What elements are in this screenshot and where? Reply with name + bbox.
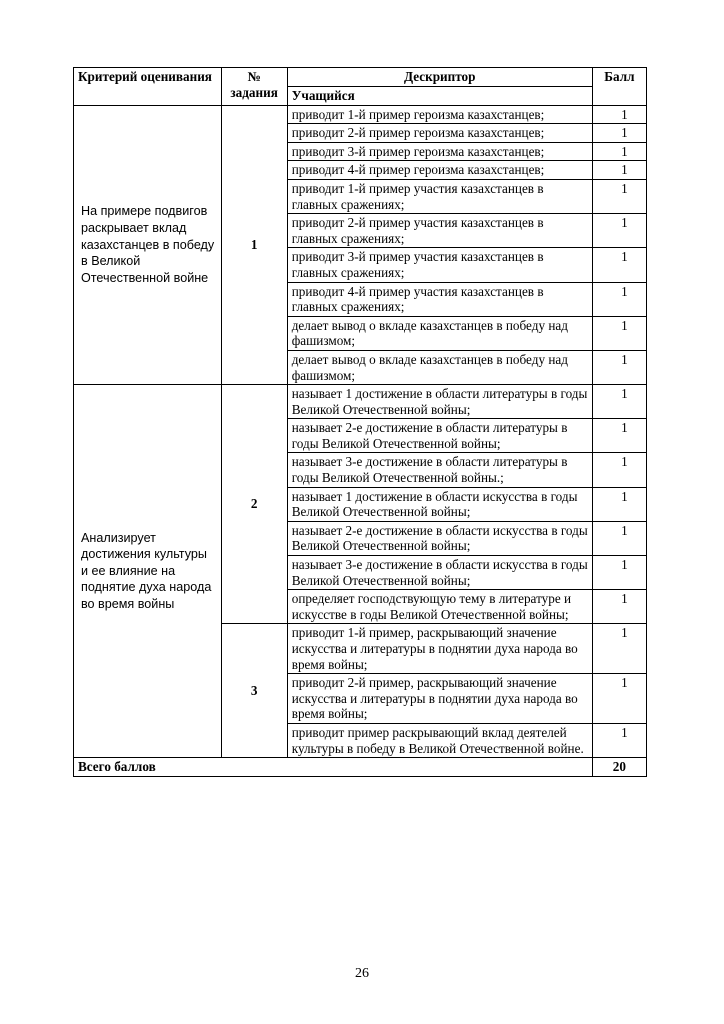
- score-cell: [592, 590, 646, 624]
- score-cell: [592, 419, 646, 453]
- score-value: 1: [621, 283, 628, 299]
- score-cell: [592, 282, 646, 316]
- score-value: 1: [621, 454, 628, 470]
- descriptor-cell: называет 3-е достижение в области искусства в годы Великой Отечественной войны;: [287, 556, 592, 590]
- score-cell: [592, 385, 646, 419]
- criterion-cell: На примере подвигов раскрывает вклад казахстанцев в победу в Великой Отечественной войне: [74, 105, 222, 385]
- descriptor-cell: приводит 2-й пример героизма казахстанцев;: [287, 124, 592, 143]
- descriptor-cell: приводит 2-й пример участия казахстанцев в главных сражениях;: [287, 214, 592, 248]
- descriptor-cell: определяет господствующую тему в литературе и искусстве в годы Великой Отечественной войны;: [287, 590, 592, 624]
- task-number-cell: 2: [221, 385, 287, 624]
- score-value: 1: [621, 143, 628, 159]
- descriptor-cell: приводит 1-й пример участия казахстанцев в главных сражениях;: [287, 179, 592, 213]
- score-cell: [592, 453, 646, 487]
- score-cell: [592, 674, 646, 724]
- descriptor-row: [74, 385, 647, 419]
- descriptor-cell: делает вывод о вкладе казахстанцев в победу над фашизмом;: [287, 316, 592, 350]
- descriptor-header: Дескриптор: [287, 68, 592, 87]
- score-value: 1: [621, 351, 628, 367]
- score-value: 1: [621, 386, 628, 402]
- descriptor-row: [74, 105, 647, 124]
- score-value: 1: [621, 106, 628, 122]
- descriptor-cell: приводит 4-й пример героизма казахстанцев;: [287, 161, 592, 180]
- table-header: [74, 68, 647, 106]
- score-value: 1: [621, 522, 628, 538]
- task-number-cell: 3: [221, 624, 287, 758]
- descriptor-cell: приводит 3-й пример героизма казахстанцев;: [287, 142, 592, 161]
- criterion-cell: Анализирует достижения культуры и ее влияние на поднятие духа народа во время войны: [74, 385, 222, 758]
- criterion-header: Критерий оценивания: [74, 68, 222, 106]
- score-value: 1: [621, 488, 628, 504]
- total-label: Всего баллов: [74, 758, 593, 777]
- score-cell: [592, 556, 646, 590]
- score-value: 1: [621, 215, 628, 231]
- descriptor-cell: приводит 2-й пример, раскрывающий значение искусства и литературы в поднятии духа народа во время войны;: [287, 674, 592, 724]
- descriptor-cell: называет 2-е достижение в области искусства в годы Великой Отечественной войны;: [287, 521, 592, 555]
- descriptor-cell: приводит 3-й пример участия казахстанцев в главных сражениях;: [287, 248, 592, 282]
- score-value: 1: [621, 724, 628, 740]
- table-body: [74, 105, 647, 758]
- score-cell: [592, 142, 646, 161]
- descriptor-cell: приводит 1-й пример героизма казахстанцев;: [287, 105, 592, 124]
- total-row: [74, 758, 647, 777]
- score-cell: [592, 487, 646, 521]
- score-value: 1: [621, 162, 628, 178]
- score-cell: [592, 723, 646, 757]
- score-value: 1: [621, 317, 628, 333]
- score-header: Балл: [592, 68, 646, 106]
- score-value: 1: [621, 591, 628, 607]
- score-cell: [592, 350, 646, 384]
- score-cell: [592, 316, 646, 350]
- total-score: 20: [592, 758, 646, 777]
- score-cell: [592, 521, 646, 555]
- descriptor-cell: делает вывод о вкладе казахстанцев в победу над фашизмом;: [287, 350, 592, 384]
- descriptor-cell: называет 2-е достижение в области литературы в годы Великой Отечественной войны;: [287, 419, 592, 453]
- score-cell: [592, 248, 646, 282]
- descriptor-cell: называет 3-е достижение в области литературы в годы Великой Отечественной войны.;: [287, 453, 592, 487]
- descriptor-cell: называет 1 достижение в области искусства в годы Великой Отечественной войны;: [287, 487, 592, 521]
- score-cell: [592, 179, 646, 213]
- score-value: 1: [621, 125, 628, 141]
- score-value: 1: [621, 675, 628, 691]
- score-value: 1: [621, 249, 628, 265]
- score-cell: [592, 105, 646, 124]
- task-number-cell: 1: [221, 105, 287, 385]
- descriptor-cell: приводит 1-й пример, раскрывающий значение искусства и литературы в поднятии духа народа во время войны;: [287, 624, 592, 674]
- student-subheader: Учащийся: [287, 87, 592, 106]
- score-value: 1: [621, 420, 628, 436]
- assessment-rubric-table: [73, 67, 647, 777]
- score-value: 1: [621, 557, 628, 573]
- score-cell: [592, 214, 646, 248]
- descriptor-cell: приводит пример раскрывающий вклад деятелей культуры в победу в Великой Отечественной войне.: [287, 723, 592, 757]
- score-value: 1: [621, 180, 628, 196]
- score-value: 1: [621, 625, 628, 641]
- descriptor-cell: приводит 4-й пример участия казахстанцев в главных сражениях;: [287, 282, 592, 316]
- score-cell: [592, 124, 646, 143]
- task-number-header: № задания: [221, 68, 287, 106]
- score-cell: [592, 624, 646, 674]
- score-cell: [592, 161, 646, 180]
- page-number: 26: [355, 966, 369, 981]
- descriptor-cell: называет 1 достижение в области литературы в годы Великой Отечественной войны;: [287, 385, 592, 419]
